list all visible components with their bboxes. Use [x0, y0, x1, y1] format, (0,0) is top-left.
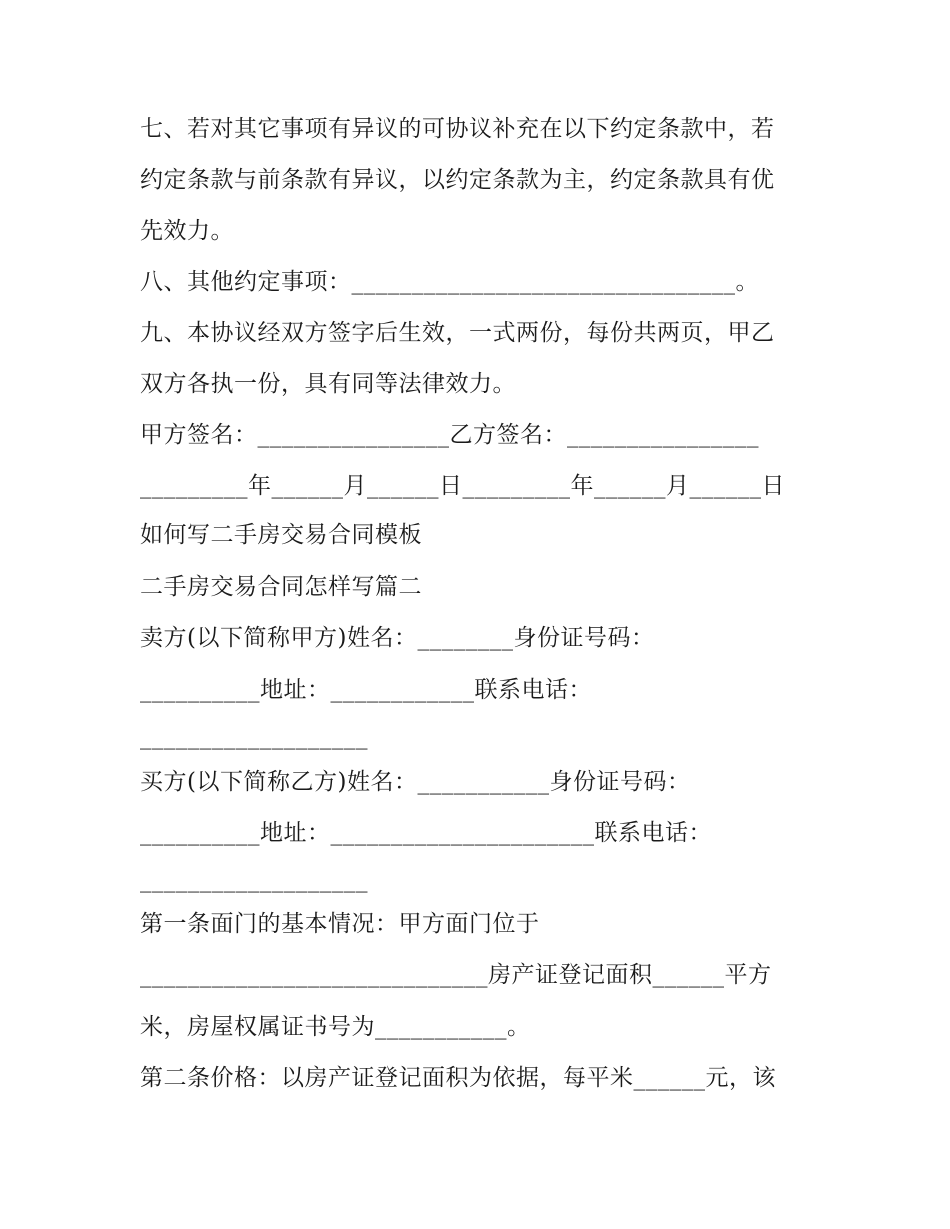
blank-line: ___________________	[140, 724, 368, 750]
text-line: 双方各执一份，具有同等法律效力。	[140, 371, 516, 397]
section-heading: 二手房交易合同怎样写篇二	[140, 574, 422, 600]
blank-line: ___________________	[140, 867, 368, 893]
document-heading: 如何写二手房交易合同模板	[140, 522, 422, 548]
text-line: 买方(以下简称乙方)姓名：___________身份证号码：	[140, 769, 691, 795]
signature-line: 甲方签名：________________乙方签名：________________	[140, 422, 759, 448]
date-line: _________年______月______日_________年______月______日	[140, 473, 785, 499]
text-line: _____________________________房产证登记面积______平方	[140, 962, 772, 988]
text-line: 九、本协议经双方签字后生效，一式两份，每份共两页，甲乙	[140, 320, 775, 346]
text-line: __________地址：______________________联系电话：	[140, 820, 712, 846]
text-line: 先效力。	[140, 218, 234, 244]
text-line: 约定条款与前条款有异议，以约定条款为主，约定条款具有优	[140, 167, 775, 193]
text-line: 卖方(以下简称甲方)姓名：________身份证号码：	[140, 625, 655, 651]
text-line: 第二条价格：以房产证登记面积为依据，每平米______元，该	[140, 1065, 776, 1091]
text-line: 八、其他约定事项：________________________________。	[140, 269, 759, 295]
text-line: __________地址：____________联系电话：	[140, 677, 592, 703]
text-line: 七、若对其它事项有异议的可协议补充在以下约定条款中，若	[140, 116, 775, 142]
text-line: 第一条面门的基本情况：甲方面门位于	[140, 911, 540, 937]
text-line: 米，房屋权属证书号为___________。	[140, 1014, 531, 1040]
